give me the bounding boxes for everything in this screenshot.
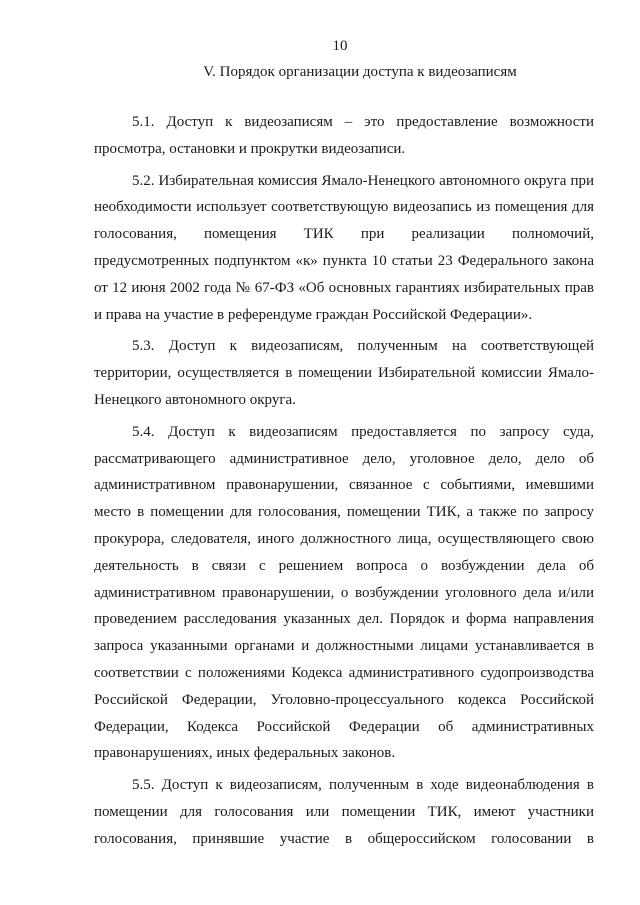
paragraph-5-4: 5.4. Доступ к видеозаписям предоставляется по запросу суда, рассматривающего административное дело, уголовное дело, дело об административном правонарушении, связанное с событиями, имевшими место в помещении для голосования, помещении ТИК, а также по запросу прокурора, следователя, иного должностного лица, осуществляющего свою деятельность в связи с решением вопроса о возбуждении дела об административном правонарушении, о возбуждении уголовного дела и/или проведением расследования указанных дел. Порядок и форма направления запроса указанными органами и должностными лицами устанавливается в соответствии с положениями Кодекса административного судопроизводства Российской Федерации, Уголовно-процессуального кодекса Российской Федерации, Кодекса Российской Федерации об административных правонарушениях, иных федеральных законов. <box>94 423 594 762</box>
paragraph-5-3: 5.3. Доступ к видеозаписям, полученным на соответствующей территории, осуществляется в помещении Избирательной комиссии Ямало-Ненецкого автономного округа. <box>94 338 594 408</box>
page-number: 10 <box>332 38 348 54</box>
paragraph-5-2: 5.2. Избирательная комиссия Ямало-Ненецкого автономного округа при необходимости использует соответствующую видеозапись из помещения для голосования, помещения ТИК при реализации полномочий, предусмотренных подпунктом «к» пункта 10 статьи 23 Федерального закона от 12 июня 2002 года № 67-ФЗ «Об основных гарантиях избирательных прав и права на участие в референдуме граждан Российской Федерации». <box>94 172 594 323</box>
document-body <box>94 109 594 853</box>
paragraph-5-1: 5.1. Доступ к видеозаписям – это предоставление возможности просмотра, остановки и прокрутки видеозаписи. <box>94 114 594 157</box>
section-title: V. Порядок организации доступа к видеозаписям <box>203 64 517 80</box>
paragraph-5-5: 5.5. Доступ к видеозаписям, полученным в ходе видеонаблюдения в помещении для голосования или помещении ТИК, имеют участники голосования, принявшие участие в общероссийском голосовании в <box>94 777 594 847</box>
